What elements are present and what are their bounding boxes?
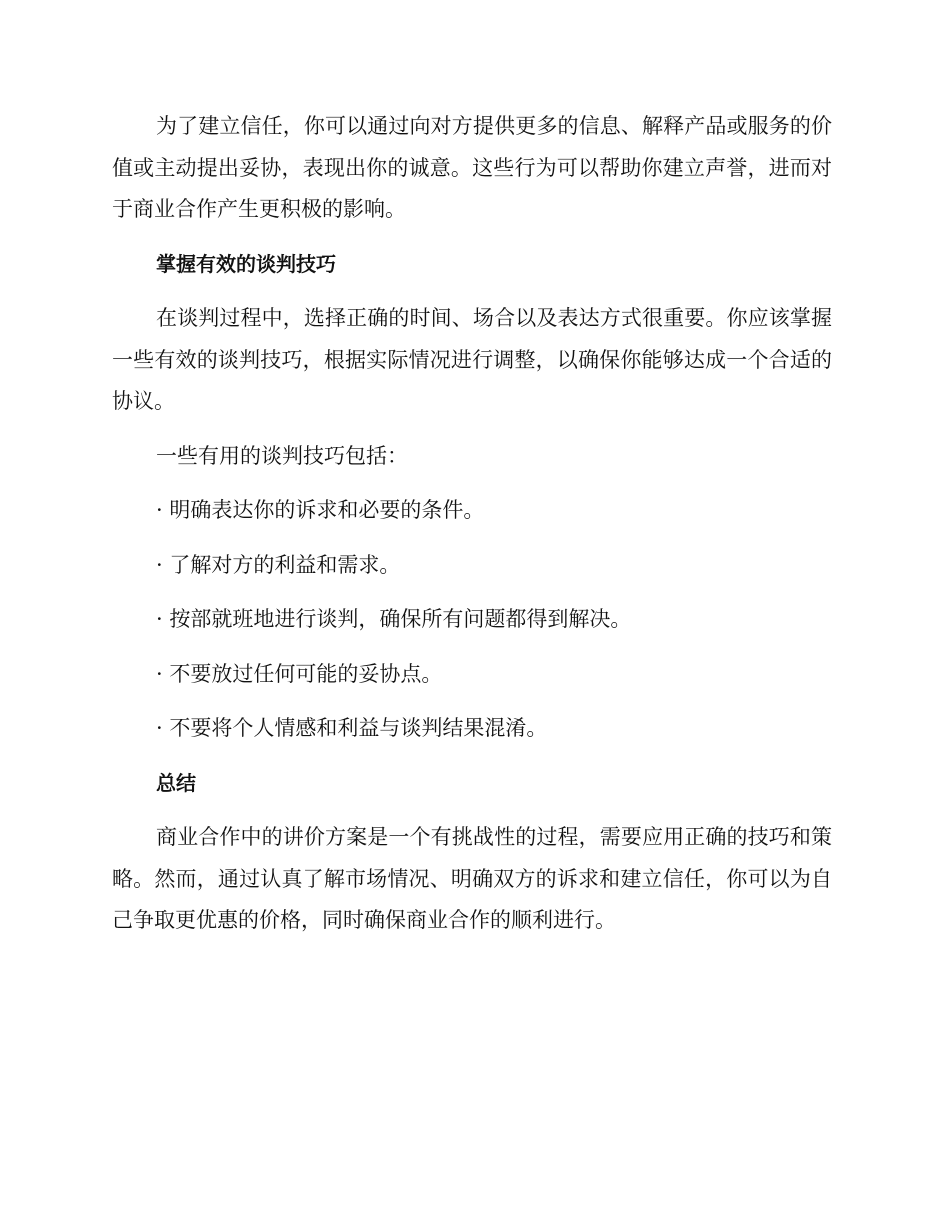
paragraph-trust: 为了建立信任，你可以通过向对方提供更多的信息、解释产品或服务的价值或主动提出妥协，表现出你的诚意。这些行为可以帮助你建立声誉，进而对于商业合作产生更积极的影响。 <box>112 114 832 221</box>
list-item: · 不要将个人情感和利益与谈判结果混淆。 <box>156 716 548 740</box>
heading-summary: 总结 <box>156 770 196 795</box>
list-item: · 了解对方的利益和需求。 <box>156 552 401 577</box>
paragraph-summary: 商业合作中的讲价方案是一个有挑战性的过程，需要应用正确的技巧和策略。然而，通过认真了解市场情况、明确双方的诉求和建立信任，你可以为自己争取更优惠的价格，同时确保商业合作的顺利进行。 <box>112 825 832 932</box>
list-item: · 不要放过任何可能的妥协点。 <box>156 661 443 686</box>
document-page <box>112 106 832 942</box>
heading-negotiation-skills: 掌握有效的谈判技巧 <box>156 251 336 276</box>
list-item: · 按部就班地进行谈判，确保所有问题都得到解决。 <box>156 607 632 631</box>
paragraph-list-intro: 一些有用的谈判技巧包括： <box>156 443 408 468</box>
paragraph-negotiation-process: 在谈判过程中，选择正确的时间、场合以及表达方式很重要。你应该掌握一些有效的谈判技巧，根据实际情况进行调整，以确保你能够达成一个合适的协议。 <box>112 306 832 413</box>
list-item: · 明确表达你的诉求和必要的条件。 <box>156 498 485 522</box>
